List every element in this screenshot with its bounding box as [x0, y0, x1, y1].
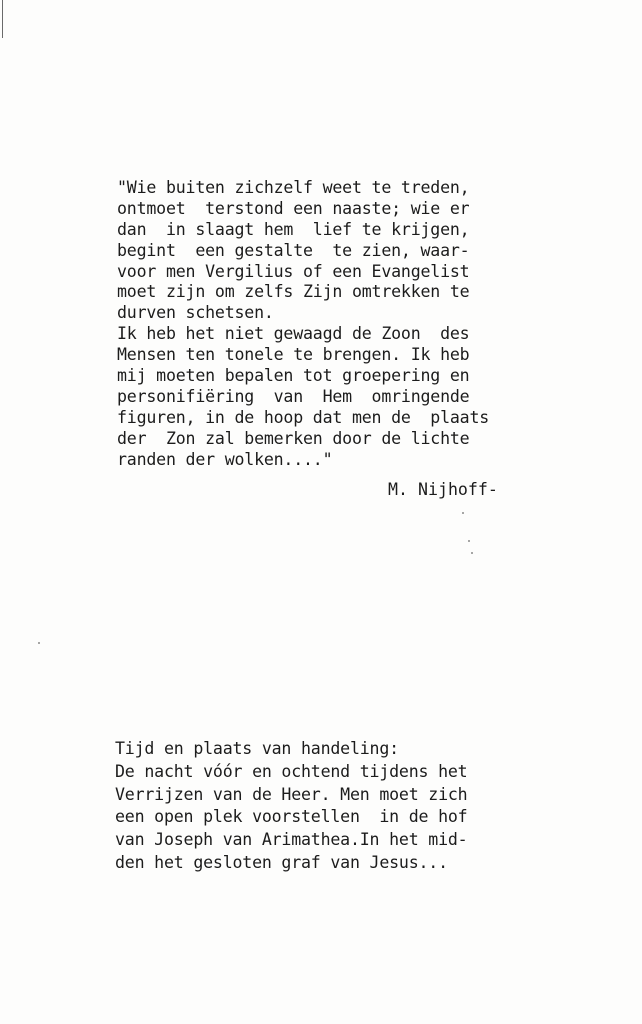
- quote-attribution: M. Nijhoff-: [388, 480, 498, 499]
- quote-block: [117, 178, 517, 470]
- quote-line: figuren, in de hoop dat men de plaats: [117, 407, 490, 427]
- paper-speck: [38, 642, 40, 644]
- paper-speck: [468, 540, 470, 542]
- quote-line: mij moeten bepalen tot groepering en: [117, 366, 470, 386]
- quote-line: Mensen ten tonele te brengen. Ik heb: [117, 345, 470, 365]
- quote-line: dan in slaagt hem lief te krijgen,: [117, 219, 470, 239]
- quote-line: durven schetsen.: [117, 303, 274, 323]
- quote-line: der Zon zal bemerken door de lichte: [117, 428, 470, 448]
- paper-speck: [471, 552, 473, 554]
- quote-line: begint een gestalte te zien, waar-: [117, 240, 470, 260]
- setting-line: De nacht vóór en ochtend tijdens het: [115, 761, 468, 781]
- paper-speck: [462, 512, 464, 514]
- quote-line: voor men Vergilius of een Evangelist: [117, 261, 470, 281]
- page-edge-mark: [2, 0, 3, 38]
- setting-line: Verrijzen van de Heer. Men moet zich: [115, 784, 468, 804]
- quote-line: moet zijn om zelfs Zijn omtrekken te: [117, 282, 470, 302]
- quote-line: "Wie buiten zichzelf weet te treden,: [117, 178, 470, 197]
- quote-line: randen der wolken....": [117, 449, 333, 469]
- quote-line: Ik heb het niet gewaagd de Zoon des: [117, 324, 470, 344]
- setting-block: [115, 738, 515, 875]
- setting-line: van Joseph van Arimathea.In het mid-: [115, 830, 468, 850]
- setting-line: een open plek voorstellen in de hof: [115, 807, 468, 827]
- setting-line: den het gesloten graf van Jesus...: [115, 852, 448, 872]
- quote-line: personifiëring van Hem omringende: [117, 386, 470, 406]
- setting-line: Tijd en plaats van handeling:: [115, 739, 399, 758]
- quote-line: ontmoet terstond een naaste; wie er: [117, 198, 470, 218]
